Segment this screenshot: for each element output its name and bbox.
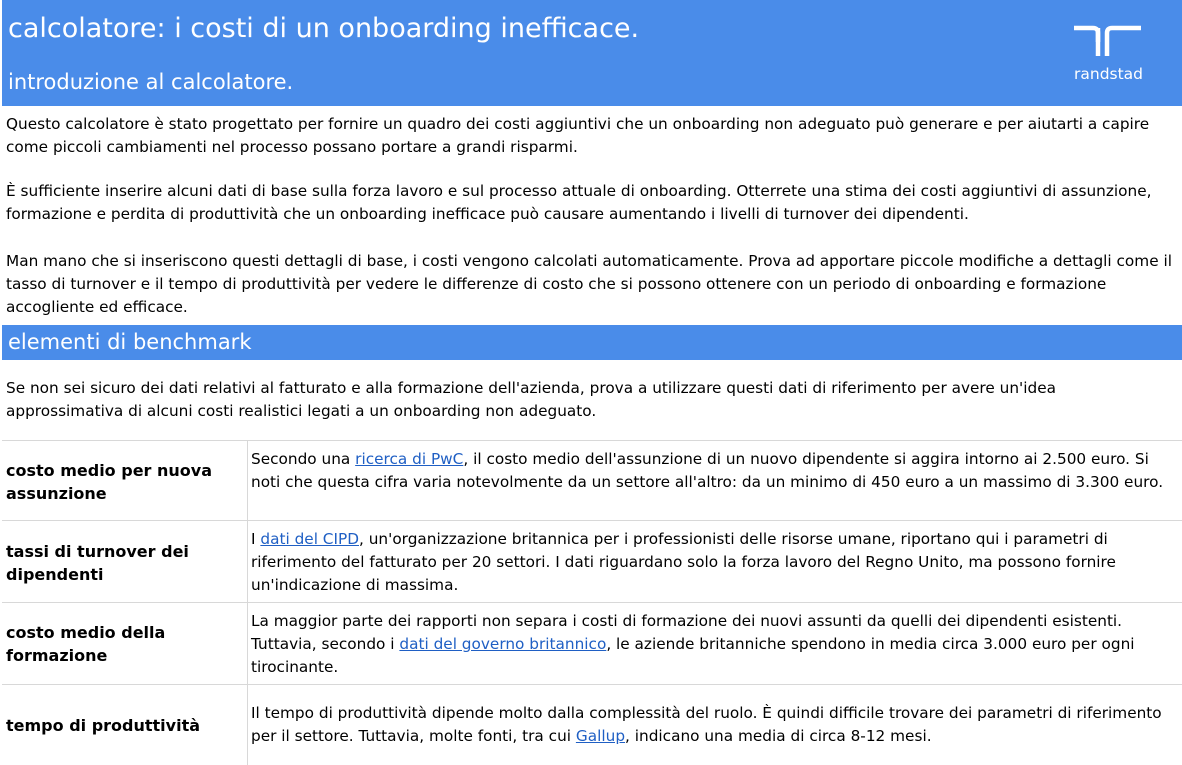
source-link-uk-government[interactable]: dati del governo britannico (399, 635, 607, 653)
row-text: La maggior parte dei rapporti non separa i costi di formazione dei nuovi assunti da quelli dei dipendenti esistenti. Tuttavia, secondo i (251, 612, 1123, 653)
row-text: , indicano una media di circa 8-12 mesi. (625, 727, 932, 745)
randstad-logo (1065, 24, 1155, 88)
row-description (251, 528, 1179, 597)
header-banner (2, 0, 1182, 106)
source-link-gallup[interactable]: Gallup (575, 727, 626, 745)
row-label: costo medio per nuova assunzione (6, 461, 212, 503)
row-text: I (251, 530, 261, 548)
row-label: costo medio della formazione (6, 623, 166, 665)
row-text: , il costo medio dell'assunzione di un nuovo dipendente si aggira intorno ai 2.500 euro. Si noti che questa cifra varia notevolmente da un settore all'altro: da un minimo di 450 euro a un massimo di 3.300 euro. (251, 450, 1164, 491)
row-label: tempo di produttività (6, 716, 201, 735)
source-link-cipd[interactable]: dati del CIPD (260, 530, 359, 548)
randstad-logo-icon (1065, 24, 1155, 64)
column-divider (247, 441, 248, 521)
intro-paragraph-1: Questo calcolatore è stato progettato per fornire un quadro dei costi aggiuntivi che un onboarding non adeguato può generare e per aiutarti a capire come piccoli cambiamenti nel processo possano portare a grandi risparmi. (6, 115, 1150, 156)
row-description (251, 702, 1179, 748)
column-divider (247, 603, 248, 685)
row-text: , le aziende britanniche spendono in media circa 3.000 euro per ogni tirocinante. (251, 635, 1135, 676)
intro-paragraph-3: Man mano che si inseriscono questi dettagli di base, i costi vengono calcolati automaticamente. Prova ad apportare piccole modifiche a dettagli come il tasso di turnover e il tempo di produttività per vedere le differenze di costo che si possono ottenere con un periodo di onboarding e formazione accogliente ed efficace. (6, 252, 1172, 316)
page-subtitle: introduzione al calcolatore. (8, 70, 294, 94)
page-title: calcolatore: i costi di un onboarding inefficace. (8, 13, 640, 44)
source-link-pwc[interactable]: ricerca di PwC (355, 450, 464, 468)
row-text: Secondo una (251, 450, 356, 468)
table-row (2, 440, 1182, 521)
row-text: Il tempo di produttività dipende molto dalla complessità del ruolo. È quindi difficile trovare dei parametri di riferimento per il settore. Tuttavia, molte fonti, tra cui (251, 704, 1162, 745)
row-text: , un'organizzazione britannica per i professionisti delle risorse umane, riportano qui i parametri di riferimento del fatturato per 20 settori. I dati riguardano solo la forza lavoro del Regno Unito, ma possono fornire un'indicazione di massima. (251, 530, 1116, 594)
table-row (2, 520, 1182, 603)
benchmark-section-header (2, 325, 1182, 360)
intro-paragraph-2: È sufficiente inserire alcuni dati di base sulla forza lavoro e sul processo attuale di onboarding. Otterrete una stima dei costi aggiuntivi di assunzione, formazione e perdita di produttività che un onboarding inefficace può causare aumentando i livelli di turnover dei dipendenti. (6, 182, 1152, 223)
benchmark-intro: Se non sei sicuro dei dati relativi al fatturato e alla formazione dell'azienda, prova a utilizzare questi dati di riferimento per avere un'idea approssimativa di alcuni costi realistici legati a un onboarding non adeguato. (6, 379, 1056, 420)
row-label: tassi di turnover dei dipendenti (6, 542, 189, 584)
logo-wordmark: randstad (1074, 65, 1144, 83)
row-description (251, 448, 1179, 494)
table-row (2, 684, 1182, 765)
table-row (2, 602, 1182, 685)
column-divider (247, 521, 248, 603)
column-divider (247, 685, 248, 765)
benchmark-section-title: elementi di benchmark (8, 330, 252, 354)
row-description (251, 610, 1179, 679)
